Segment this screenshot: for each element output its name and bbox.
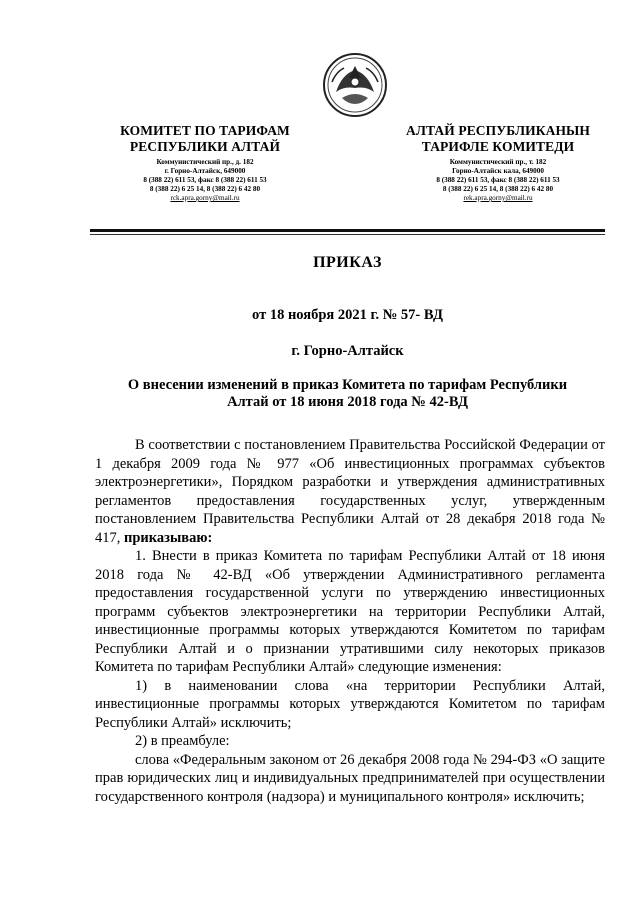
order-subject	[90, 377, 605, 412]
preamble-bold-text: приказываю:	[124, 529, 213, 546]
order-subject-line-2: Алтай от 18 июня 2018 года № 42-ВД	[227, 394, 468, 411]
sub-item-2-heading: 2) в преамбуле:	[135, 733, 230, 749]
header-left-phone-1: 8 (388 22) 611 53, факс 8 (388 22) 611 53	[143, 176, 267, 185]
header-divider-thick	[90, 229, 605, 232]
republic-emblem-icon	[322, 52, 388, 118]
header-right-address-2: Горно-Алтайск кала, 649000	[452, 167, 544, 176]
header-right-email-link[interactable]: rek.apra.gorny@mail.ru	[463, 194, 533, 203]
document-body	[95, 436, 605, 806]
header-left-address-1: Коммунистический пр., д. 182	[156, 158, 254, 167]
header-right-address-1: Коммунистический пр., т. 182	[449, 158, 547, 167]
header-left-phone-2: 8 (388 22) 6 25 14, 8 (388 22) 6 42 80	[149, 185, 261, 194]
header-right-phone-1: 8 (388 22) 611 53, факс 8 (388 22) 611 53	[436, 176, 560, 185]
order-subject-line-1: О внесении изменений в приказ Комитета по тарифам Республики	[127, 377, 568, 393]
document-title: ПРИКАЗ	[313, 254, 382, 271]
city-line: г. Горно-Алтайск	[291, 343, 404, 359]
header-left-block	[90, 123, 320, 203]
header-left-title-1: КОМИТЕТ ПО ТАРИФАМ	[120, 123, 290, 138]
sub-item-1-paragraph: 1) в наименовании слова «на территории Республики Алтай, инвестиционные программы которых утверждаются Комитетом по тарифам Республики Алтай» исключить;	[95, 677, 605, 731]
item-1-paragraph: 1. Внести в приказ Комитета по тарифам Республики Алтай от 18 июня 2018 года № 42-ВД «Об утверждении Административного регламента предоставления государственной услуги по утверждению инвестиционных программ субъектов электроэнергетики на территории Республики Алтай, инвестиционные программы которых утверждаются Комитетом по тарифам Республики Алтай и о признании утратившими силу некоторых приказов Комитета по тарифам Республики Алтай» следующие изменения:	[95, 548, 605, 675]
header-right-title-1: АЛТАЙ РЕСПУБЛИКАНЫН	[405, 123, 591, 138]
header-right-block	[383, 123, 613, 203]
header-right-phone-2: 8 (388 22) 6 25 14, 8 (388 22) 6 42 80	[442, 185, 554, 194]
preamble-text: В соответствии с постановлением Правительства Российской Федерации от 1 декабря 2009 года № 977 «Об инвестиционных программах субъектов электроэнергетики», Порядком разработки и утверждения административных регламентов предоставления государственных услуг, утвержденным постановлением Правительства Республики Алтай от 28 декабря 2018 года № 417,	[95, 437, 605, 546]
header-left-address-2: г. Горно-Алтайск, 649000	[164, 167, 246, 176]
header-left-title-2: РЕСПУБЛИКИ АЛТАЙ	[129, 138, 281, 154]
header-left-email-link[interactable]: rck.apra.gorny@mail.ru	[170, 194, 240, 203]
order-number: от 18 ноября 2021 г. № 57- ВД	[252, 307, 443, 323]
header-divider-thin	[90, 234, 605, 235]
header-right-title-2: ТАРИФЛЕ КОМИТЕДИ	[421, 138, 575, 154]
preamble-paragraph	[95, 436, 605, 547]
sub-item-2-paragraph: слова «Федеральным законом от 26 декабря 2008 года № 294-ФЗ «О защите прав юридических лиц и индивидуальных предпринимателей при осуществлении государственного контроля (надзора) и муниципального контроля» исключить;	[95, 751, 605, 805]
